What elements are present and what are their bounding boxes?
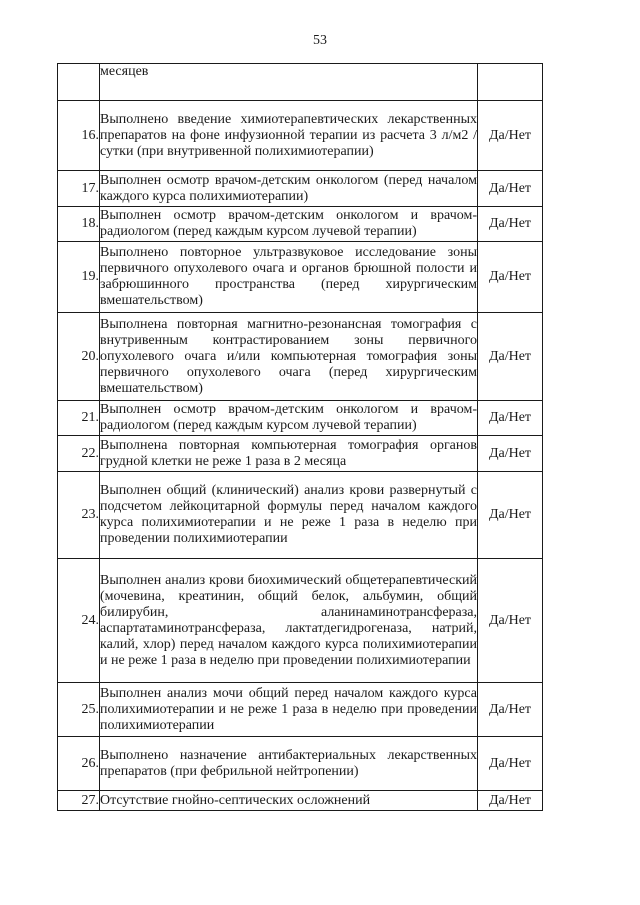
table-row (58, 171, 543, 207)
row-number: 22. (58, 436, 100, 472)
row-number: 27. (58, 791, 100, 811)
table-row (58, 791, 543, 811)
row-answer: Да/Нет (478, 207, 543, 242)
table-row (58, 436, 543, 472)
table-row (58, 401, 543, 436)
row-answer: Да/Нет (478, 683, 543, 737)
row-text: Выполнена повторная компьютерная томография органов грудной клетки не реже 1 раза в 2 месяца (100, 436, 478, 472)
table-row (58, 472, 543, 559)
criteria-table (57, 63, 543, 811)
row-text: Выполнено введение химиотерапевтических лекарственных препаратов на фоне инфузионной терапии из расчета 3 л/м2 /сутки (при внутривенной полихимиотерапии) (100, 101, 478, 171)
row-text: Выполнена повторная магнитно-резонансная томография с внутривенным контрастированием зоны первичного опухолевого очага и/или компьютерная томография зоны первичного опухолевого очага (перед хирургическим вмешательством) (100, 313, 478, 401)
row-answer: Да/Нет (478, 242, 543, 313)
row-number: 19. (58, 242, 100, 313)
table-row (58, 64, 543, 101)
row-answer: Да/Нет (478, 171, 543, 207)
row-number: 26. (58, 737, 100, 791)
table-row (58, 559, 543, 683)
table-row (58, 737, 543, 791)
row-number: 23. (58, 472, 100, 559)
row-number (58, 64, 100, 101)
row-text: Выполнено назначение антибактериальных лекарственных препаратов (при фебрильной нейтропении) (100, 737, 478, 791)
row-answer: Да/Нет (478, 737, 543, 791)
table-row (58, 101, 543, 171)
row-answer: Да/Нет (478, 559, 543, 683)
row-text: Выполнен общий (клинический) анализ крови развернутый с подсчетом лейкоцитарной формулы перед началом каждого курса полихимиотерапии и не реже 1 раза в неделю при проведении полихимиотерапии (100, 472, 478, 559)
row-answer: Да/Нет (478, 436, 543, 472)
table-row (58, 242, 543, 313)
row-text: Отсутствие гнойно-септических осложнений (100, 791, 478, 811)
row-text: Выполнен осмотр врачом-детским онкологом и врачом-радиологом (перед каждым курсом лучевой терапии) (100, 401, 478, 436)
row-number: 20. (58, 313, 100, 401)
row-answer (478, 64, 543, 101)
row-number: 25. (58, 683, 100, 737)
row-answer: Да/Нет (478, 313, 543, 401)
row-number: 16. (58, 101, 100, 171)
table-row (58, 313, 543, 401)
row-answer: Да/Нет (478, 472, 543, 559)
row-answer: Да/Нет (478, 101, 543, 171)
row-text: Выполнен анализ мочи общий перед началом каждого курса полихимиотерапии и не реже 1 раза в неделю при проведении полихимиотерапии (100, 683, 478, 737)
row-text: Выполнено повторное ультразвуковое исследование зоны первичного опухолевого очага и органов брюшной полости и забрюшинного пространства (перед хирургическим вмешательством) (100, 242, 478, 313)
row-number: 17. (58, 171, 100, 207)
row-text: Выполнен осмотр врачом-детским онкологом (перед началом каждого курса полихимиотерапии) (100, 171, 478, 207)
row-text: Выполнен анализ крови биохимический общетерапевтический (мочевина, креатинин, общий белок, альбумин, общий билирубин, аланинаминотрансфераза, аспартатаминотрансфераза, лактатдегидрогеназа, натрий, калий, хлор) перед началом каждого курса полихимиотерапии и не реже 1 раза в неделю при проведении полихимиотерапии (100, 559, 478, 683)
table-row (58, 207, 543, 242)
page-number: 53 (313, 33, 327, 48)
row-text: Выполнен осмотр врачом-детским онкологом и врачом-радиологом (перед каждым курсом лучевой терапии) (100, 207, 478, 242)
row-answer: Да/Нет (478, 791, 543, 811)
row-number: 21. (58, 401, 100, 436)
row-number: 18. (58, 207, 100, 242)
table-row (58, 683, 543, 737)
row-number: 24. (58, 559, 100, 683)
row-answer: Да/Нет (478, 401, 543, 436)
row-text: месяцев (100, 64, 478, 101)
